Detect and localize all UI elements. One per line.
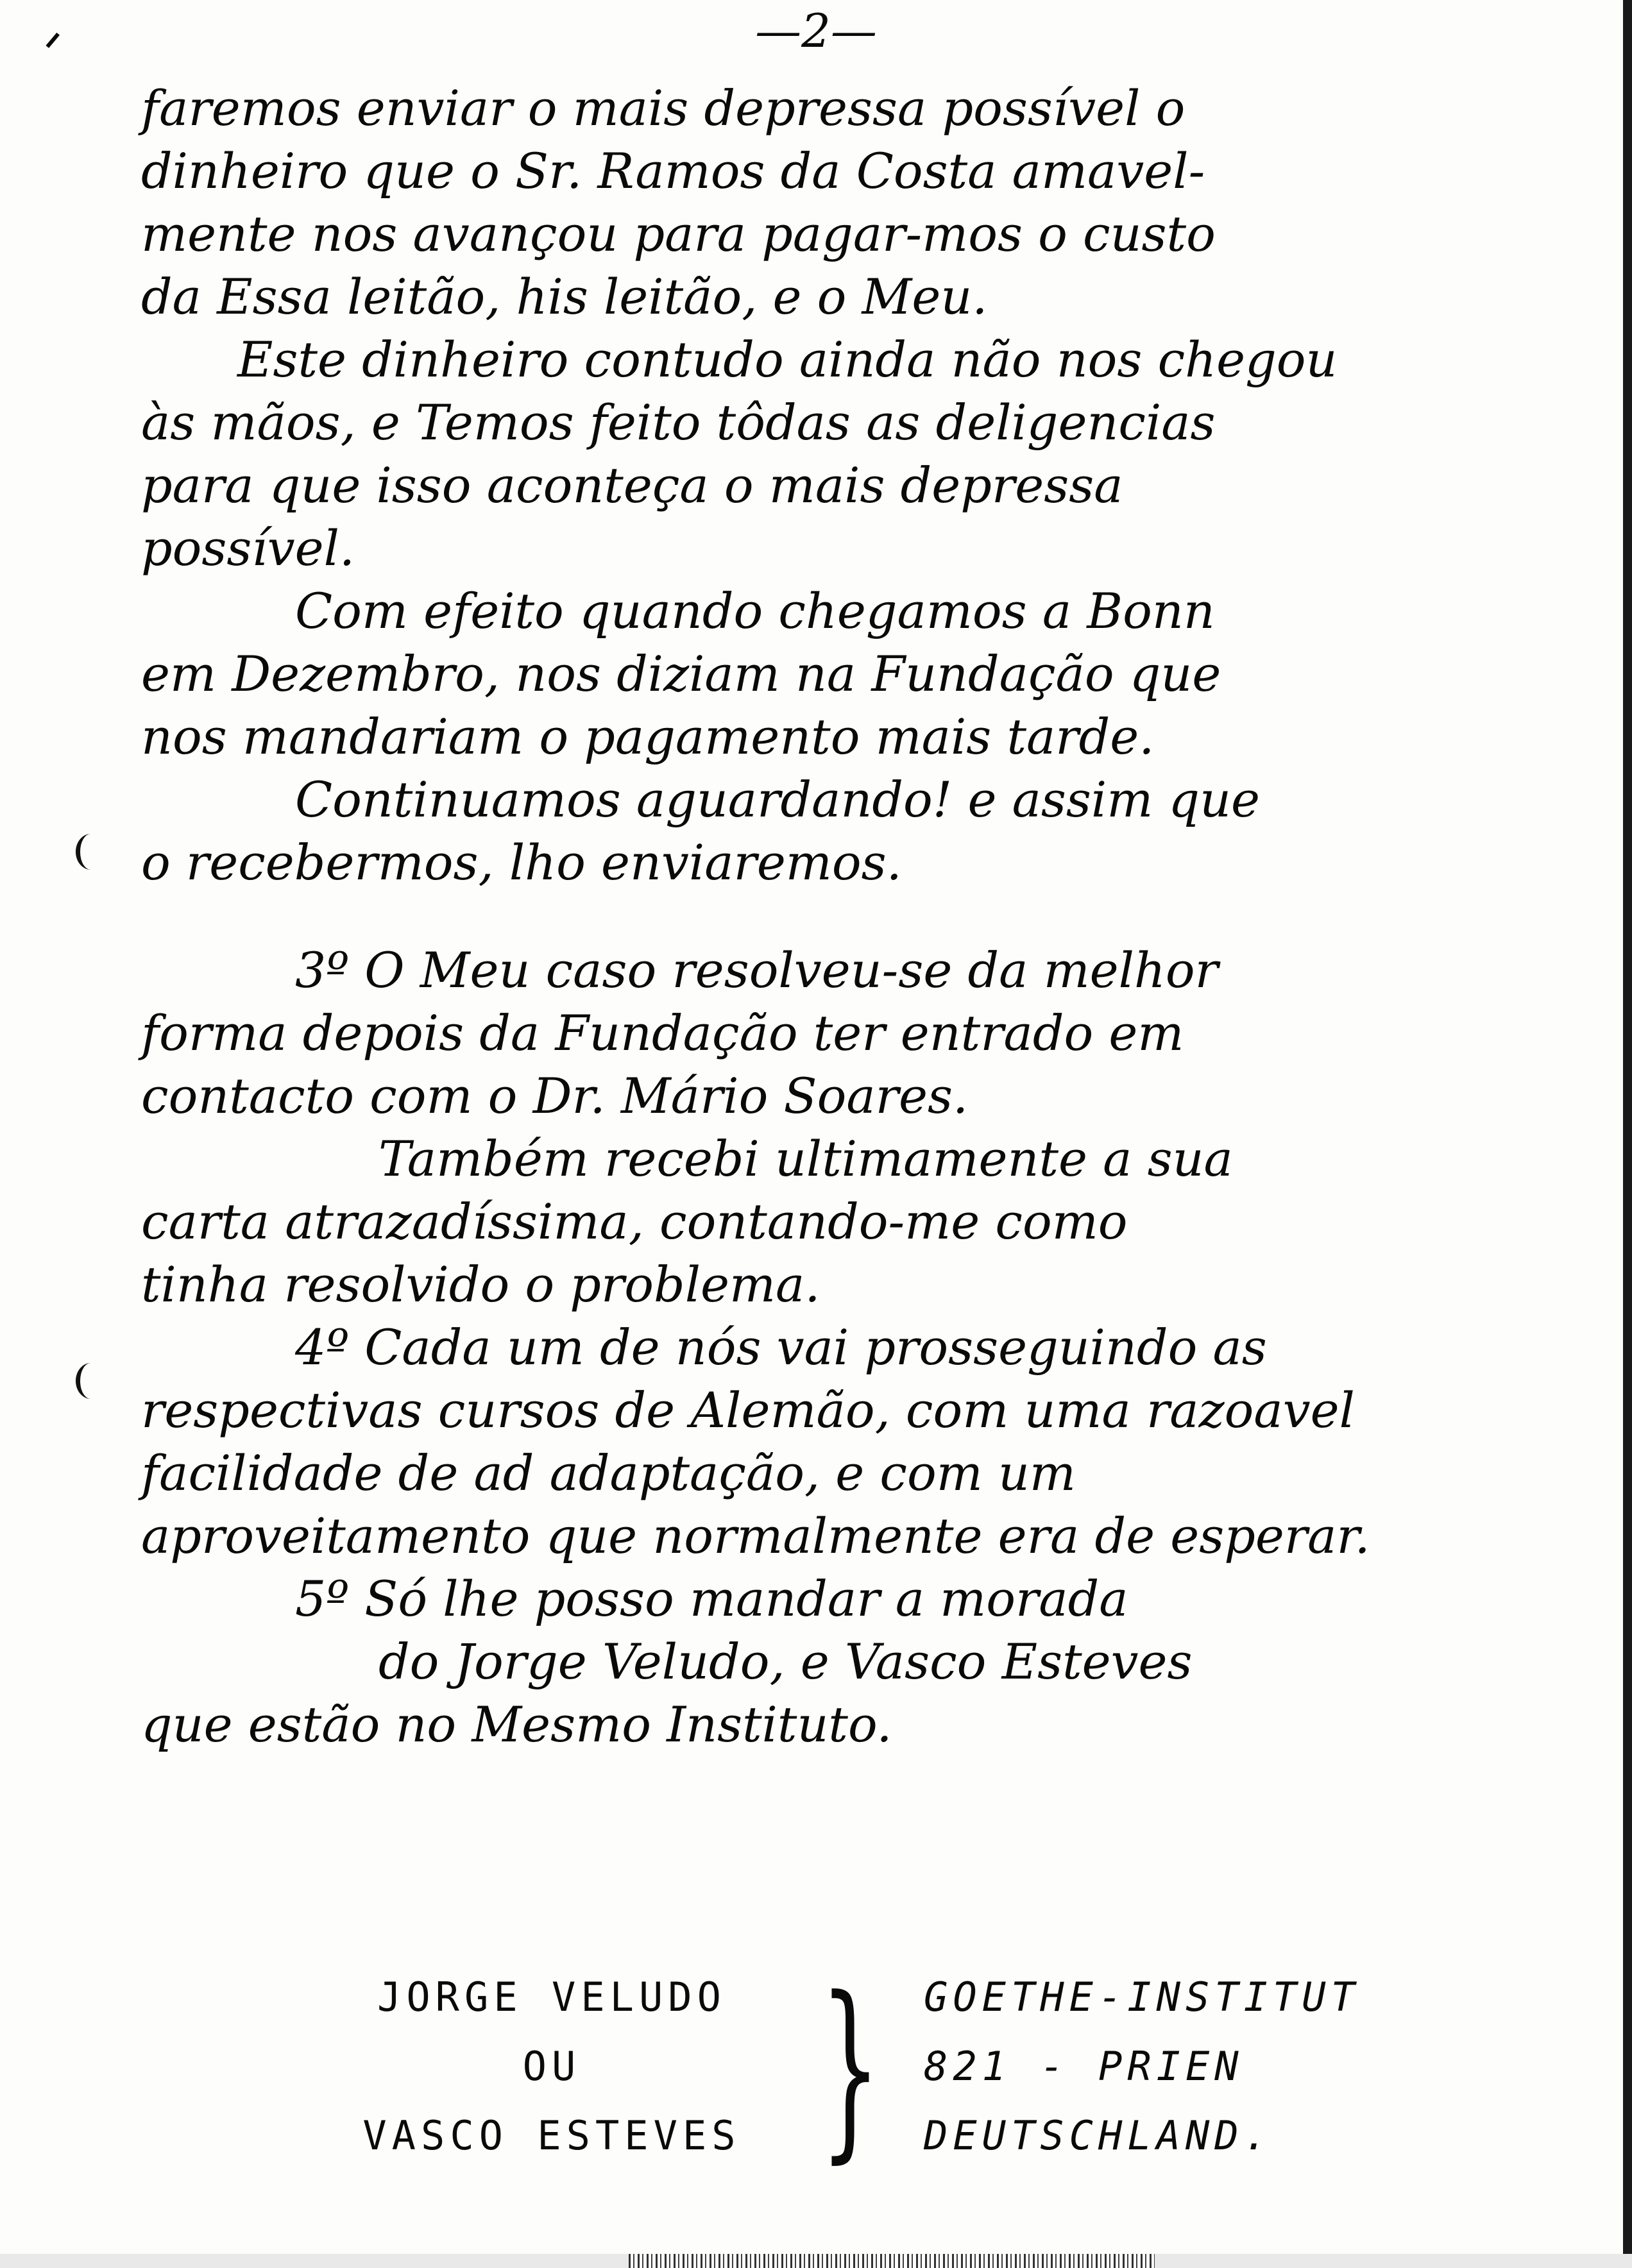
text-line: para que isso aconteça o mais depressa: [141, 457, 1123, 514]
address-location-line: GOETHE-INSTITUT: [924, 1974, 1360, 2020]
address-location: [924, 1963, 1411, 2171]
address-brace: }: [819, 1956, 881, 2180]
text-line: tinha resolvido o problema.: [141, 1256, 820, 1313]
letter-body: [141, 77, 1578, 1756]
address-location-line: 821 - PRIEN: [924, 2043, 1244, 2090]
scan-bottom-noise: [629, 2254, 1155, 2268]
text-line: forma depois da Fundação ter entrado em: [141, 1004, 1184, 1062]
text-line: nos mandariam o pagamento mais tarde.: [141, 708, 1155, 765]
address-location-line: DEUTSCHLAND.: [924, 2112, 1273, 2159]
scan-right-edge: [1623, 0, 1632, 2268]
page-number: —2—: [755, 4, 877, 58]
text-line: do Jorge Veludo, e Vasco Esteves: [378, 1633, 1193, 1690]
text-line: 5º Só lhe posso mandar a morada: [295, 1570, 1128, 1627]
address-name-line: JORGE VELUDO: [377, 1974, 726, 2020]
text-line: mente nos avançou para pagar-mos o custo: [141, 205, 1216, 262]
text-line: da Essa leitão, his leitão, e o Meu.: [141, 268, 988, 325]
text-line: em Dezembro, nos diziam na Fundação que: [141, 645, 1221, 702]
text-line: dinheiro que o Sr. Ramos da Costa amavel-: [141, 142, 1205, 199]
address-name-line: VASCO ESTEVES: [362, 2112, 741, 2159]
text-line: carta atrazadíssima, contando-me como: [141, 1193, 1128, 1250]
text-line: Também recebi ultimamente a sua: [378, 1130, 1233, 1187]
text-line: Com efeito quando chegamos a Bonn: [295, 582, 1215, 639]
text-line: 4º Cada um de nós vai prosseguindo as: [295, 1319, 1267, 1376]
punch-hole-mark-1: [76, 834, 106, 870]
text-line: aproveitamento que normalmente era de esperar.: [141, 1507, 1370, 1564]
text-line: às mãos, e Temos feito tôdas as deligencias: [141, 394, 1216, 451]
text-line: faremos enviar o mais depressa possível o: [141, 80, 1186, 137]
corner-mark: ᐟ: [45, 26, 62, 71]
text-line: possível.: [141, 520, 355, 577]
punch-hole-mark-2: [76, 1363, 106, 1399]
text-line: Continuamos aguardando! e assim que: [295, 771, 1261, 828]
text-line: que estão no Mesmo Instituto.: [141, 1696, 892, 1753]
address-names: [321, 1963, 783, 2171]
text-line: contacto com o Dr. Mário Soares.: [141, 1067, 969, 1124]
text-line: facilidade de ad adaptação, e com um: [141, 1444, 1076, 1502]
text-line: o recebermos, lho enviaremos.: [141, 834, 902, 891]
address-name-line: OU: [522, 2043, 581, 2090]
text-line: respectivas cursos de Alemão, com uma razoavel: [141, 1382, 1355, 1439]
text-line: 3º O Meu caso resolveu-se da melhor: [295, 942, 1218, 999]
text-line: Este dinheiro contudo ainda não nos chegou: [237, 331, 1338, 388]
